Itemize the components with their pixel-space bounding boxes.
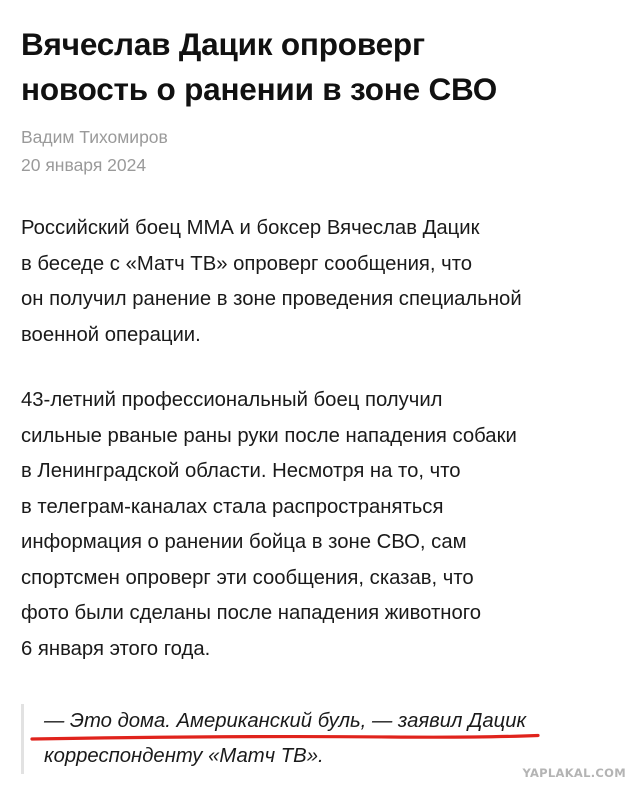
paragraph-details <box>21 383 621 667</box>
paragraph-line: в телеграм-каналах стала распространяться <box>21 495 444 518</box>
quote-line: — Это дома. Американский буль, — заявил Дацик <box>44 710 527 732</box>
underline-stroke <box>32 736 538 740</box>
paragraph-line: в Ленинградской области. Несмотря на то, что <box>21 460 461 482</box>
article-title <box>21 22 621 112</box>
paragraph-intro <box>21 211 621 353</box>
paragraph-line: 43-летний профессиональный боец получил <box>21 389 443 411</box>
paragraph-line: Российский боец ММА и боксер Вячеслав Дацик <box>21 217 480 239</box>
quote-line: корреспонденту «Матч ТВ». <box>44 745 324 767</box>
paragraph-line: спортсмен опроверг эти сообщения, сказав, что <box>21 566 474 589</box>
title-line: Вячеслав Дацик опроверг <box>21 26 425 62</box>
paragraph-line: сильные рваные раны руки после нападения собаки <box>21 424 517 447</box>
paragraph-line: военной операции. <box>21 323 201 346</box>
paragraph-line: информация о ранении бойца в зоне СВО, сам <box>21 531 467 553</box>
publish-date: 20 января 2024 <box>21 155 147 175</box>
paragraph-line: 6 января этого года. <box>21 637 211 660</box>
article <box>21 22 621 667</box>
watermark: YAPLAKAL.COM <box>522 766 626 780</box>
title-line: новость о ранении в зоне СВО <box>21 71 498 107</box>
paragraph-line: фото были сделаны после нападения животного <box>21 602 482 624</box>
paragraph-line: в беседе с «Матч ТВ» опроверг сообщения, что <box>21 252 473 275</box>
paragraph-line: он получил ранение в зоне проведения специальной <box>21 288 522 310</box>
author-name[interactable]: Вадим Тихомиров <box>21 127 168 147</box>
red-underline-annotation <box>30 733 540 743</box>
